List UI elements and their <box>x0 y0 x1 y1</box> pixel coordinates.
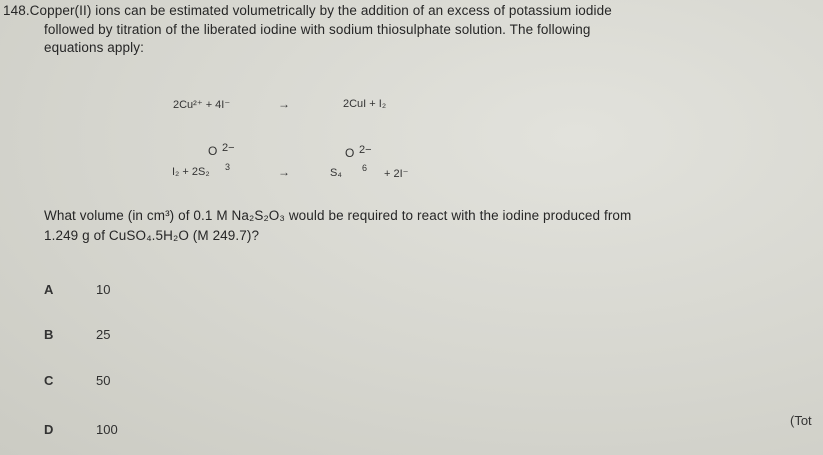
equation-2-right-subscript: 6 <box>362 163 368 173</box>
equation-2-right-oxygen: O <box>345 146 355 160</box>
equation-1-left: 2Cu²⁺ + 4I⁻ <box>173 99 231 111</box>
prompt-line-1: What volume (in cm³) of 0.1 M Na₂S₂O₃ would be required to react with the iodine produced from <box>44 208 632 223</box>
option-a-value: 10 <box>96 282 111 297</box>
equation-2-right-tail: + 2I⁻ <box>384 168 409 180</box>
reference-mark: (Tot <box>790 413 812 428</box>
equation-2-left: I₂ + 2S₂ <box>172 166 210 178</box>
prompt-line-2: 1.249 g of CuSO₄.5H₂O (M 249.7)? <box>44 228 260 243</box>
option-d-value: 100 <box>96 422 118 437</box>
option-c-value: 50 <box>96 373 111 388</box>
option-a-letter: A <box>44 282 54 297</box>
option-d-letter: D <box>44 422 54 437</box>
question-line-1: 148.Copper(II) ions can be estimated volumetrically by the addition of an excess of potassium iodide <box>3 3 612 18</box>
equation-2-right-charge: 2− <box>359 144 372 156</box>
equation-1-arrow: → <box>278 97 290 111</box>
equation-2-right-sulfur: S₄ <box>330 167 342 179</box>
equation-2-arrow: → <box>278 165 290 179</box>
equation-2-left-subscript: 3 <box>225 162 231 172</box>
option-b-letter: B <box>44 327 54 342</box>
question-line-3: equations apply: <box>44 40 144 55</box>
option-b-value: 25 <box>96 327 111 342</box>
equation-1-right: 2CuI + I₂ <box>343 98 387 110</box>
question-line-2: followed by titration of the liberated iodine with sodium thiosulphate solution. The following <box>44 22 591 37</box>
option-c-letter: C <box>44 373 54 388</box>
equation-2-left-charge: 2− <box>222 142 235 154</box>
equation-2-left-oxygen: O <box>208 144 218 158</box>
